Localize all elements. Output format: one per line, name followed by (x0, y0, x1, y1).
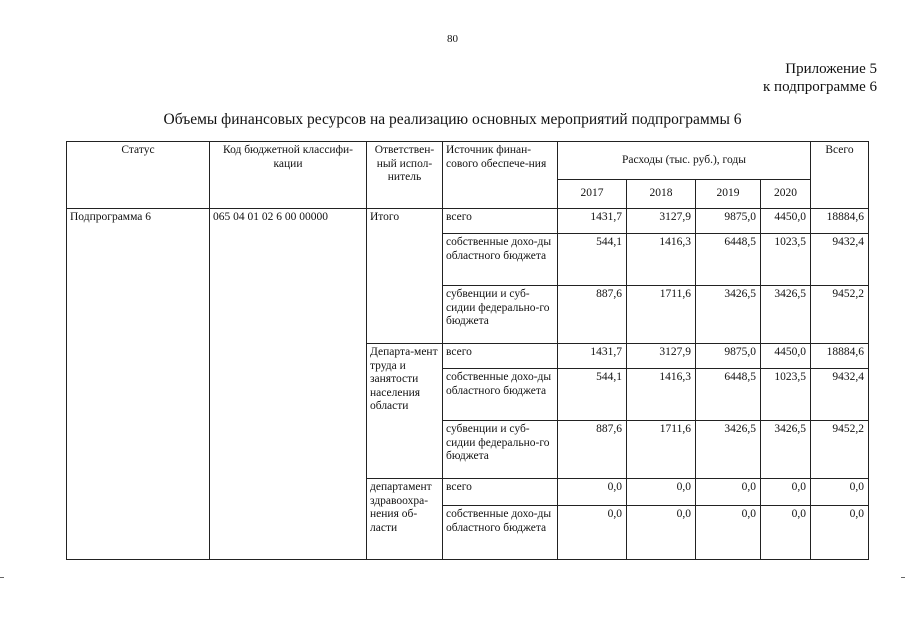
header-year: 2017 (558, 180, 627, 209)
value-cell: 0,0 (696, 506, 761, 560)
value-cell: 3426,5 (761, 286, 811, 344)
financial-table (66, 141, 869, 560)
value-cell: 1431,7 (558, 209, 627, 234)
source-cell: всего (443, 479, 558, 506)
value-cell: 3426,5 (761, 421, 811, 479)
edge-mark-left (0, 577, 4, 578)
value-cell: 1711,6 (627, 421, 696, 479)
source-cell: всего (443, 209, 558, 234)
value-cell: 4450,0 (761, 344, 811, 369)
header-responsible: Ответствен-ный испол-нитель (367, 142, 443, 209)
source-cell: собственные дохо-ды областного бюджета (443, 234, 558, 286)
responsible-cell: департамент здравоохра-нения об-ласти (367, 479, 443, 560)
value-cell: 1023,5 (761, 369, 811, 421)
value-cell: 0,0 (761, 506, 811, 560)
value-cell: 6448,5 (696, 369, 761, 421)
source-cell: субвенции и суб-сидии федерально-го бюджета (443, 286, 558, 344)
source-cell: собственные дохо-ды областного бюджета (443, 506, 558, 560)
value-cell: 4450,0 (761, 209, 811, 234)
header-total: Всего (811, 142, 869, 209)
responsible-cell: Итого (367, 209, 443, 344)
header-source: Источник финан-сового обеспече-ния (443, 142, 558, 209)
total-cell: 0,0 (811, 506, 869, 560)
value-cell: 0,0 (627, 506, 696, 560)
value-cell: 1711,6 (627, 286, 696, 344)
source-cell: субвенции и суб-сидии федерально-го бюджета (443, 421, 558, 479)
code-cell: 065 04 01 02 6 00 00000 (210, 209, 367, 560)
value-cell: 0,0 (558, 506, 627, 560)
total-cell: 18884,6 (811, 344, 869, 369)
value-cell: 544,1 (558, 369, 627, 421)
value-cell: 1023,5 (761, 234, 811, 286)
total-cell: 9432,4 (811, 234, 869, 286)
value-cell: 1431,7 (558, 344, 627, 369)
value-cell: 9875,0 (696, 209, 761, 234)
header-code: Код бюджетной классифи-кации (210, 142, 367, 209)
value-cell: 887,6 (558, 286, 627, 344)
status-cell: Подпрограмма 6 (67, 209, 210, 560)
value-cell: 0,0 (761, 479, 811, 506)
value-cell: 1416,3 (627, 369, 696, 421)
total-cell: 9432,4 (811, 369, 869, 421)
source-cell: собственные дохо-ды областного бюджета (443, 369, 558, 421)
total-cell: 9452,2 (811, 286, 869, 344)
value-cell: 544,1 (558, 234, 627, 286)
value-cell: 3127,9 (627, 344, 696, 369)
value-cell: 887,6 (558, 421, 627, 479)
value-cell: 0,0 (558, 479, 627, 506)
header-year: 2019 (696, 180, 761, 209)
value-cell: 3127,9 (627, 209, 696, 234)
header-expenses: Расходы (тыс. руб.), годы (558, 142, 811, 180)
value-cell: 9875,0 (696, 344, 761, 369)
header-status: Статус (67, 142, 210, 209)
header-year: 2018 (627, 180, 696, 209)
appendix-line-2: к подпрограмме 6 (763, 79, 877, 95)
total-cell: 0,0 (811, 479, 869, 506)
header-year: 2020 (761, 180, 811, 209)
total-cell: 18884,6 (811, 209, 869, 234)
document-title: Объемы финансовых ресурсов на реализацию основных мероприятий подпрограммы 6 (163, 111, 742, 128)
appendix-note (763, 60, 877, 96)
page-number: 80 (447, 33, 458, 45)
value-cell: 3426,5 (696, 421, 761, 479)
responsible-cell: Департа-мент труда и занятости населения области (367, 344, 443, 479)
value-cell: 6448,5 (696, 234, 761, 286)
value-cell: 3426,5 (696, 286, 761, 344)
total-cell: 9452,2 (811, 421, 869, 479)
value-cell: 1416,3 (627, 234, 696, 286)
appendix-line-1: Приложение 5 (785, 61, 877, 77)
edge-mark-right (901, 577, 905, 578)
value-cell: 0,0 (627, 479, 696, 506)
value-cell: 0,0 (696, 479, 761, 506)
source-cell: всего (443, 344, 558, 369)
